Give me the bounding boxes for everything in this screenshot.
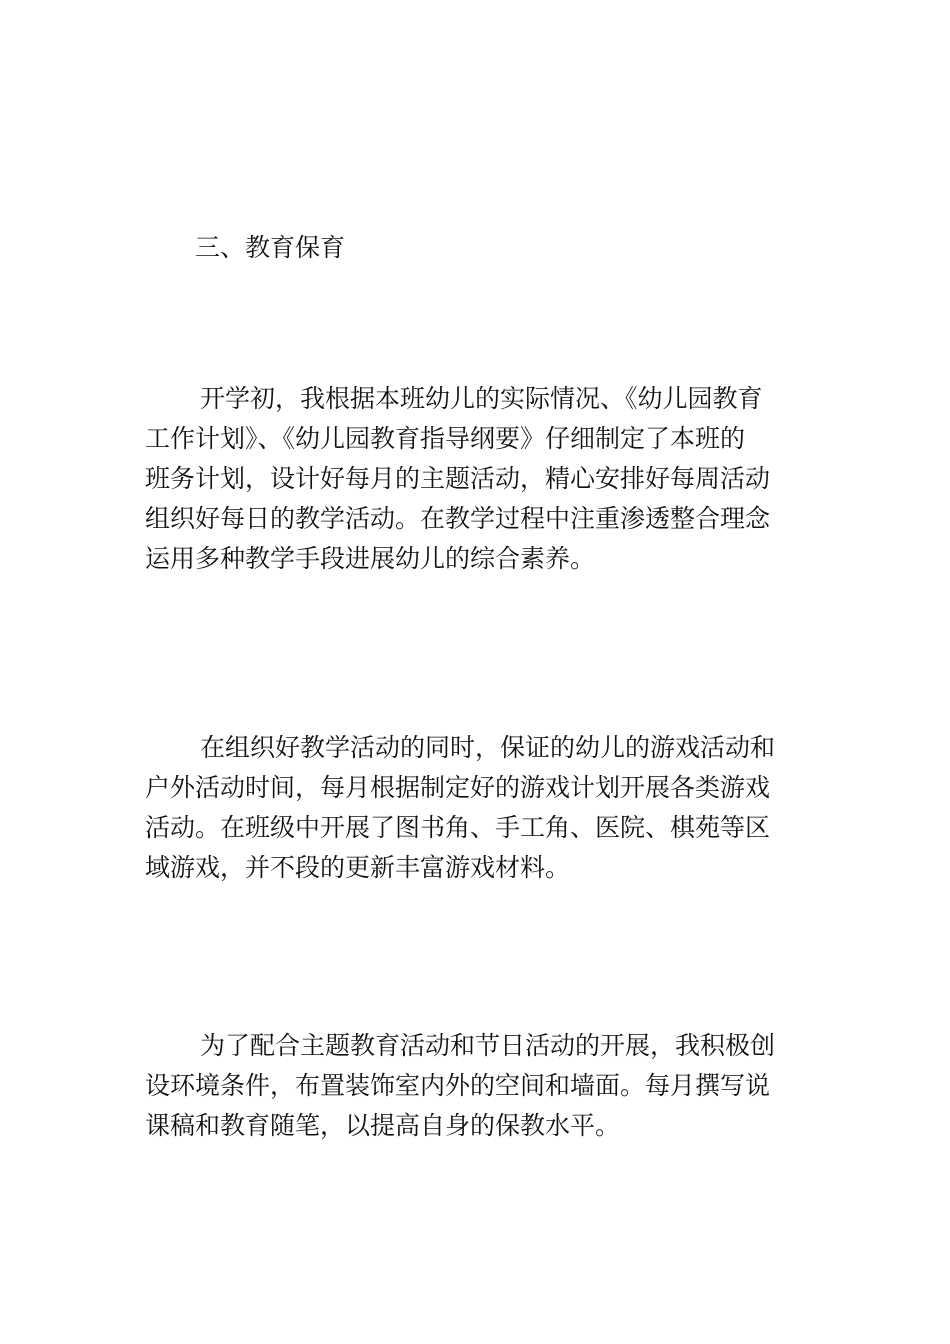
paragraph-3 [145,1026,817,1146]
paragraph-line: 为了配合主题教育活动和节日活动的开展，我积极创 [200,1031,776,1060]
paragraph-2 [145,728,817,888]
paragraph-line: 组织好每日的教学活动。在教学过程中注重渗透整合理念 [145,504,771,533]
paragraph-line: 课稿和教育随笔，以提高自身的保教水平。 [145,1111,621,1140]
section-heading: 三、教育保育 [195,233,346,262]
paragraph-1 [145,379,817,579]
paragraph-line: 设环境条件，布置装饰室内外的空间和墙面。每月撰写说 [145,1071,771,1100]
paragraph-line: 户外活动时间，每月根据制定好的游戏计划开展各类游戏 [145,773,771,802]
paragraph-line: 工作计划》、《幼儿园教育指导纲要》仔细制定了本班的 [145,424,746,453]
paragraph-line: 开学初，我根据本班幼儿的实际情况、《幼儿园教育 [200,384,763,413]
paragraph-line: 在组织好教学活动的同时，保证的幼儿的游戏活动和 [200,733,776,762]
paragraph-line: 域游戏，并不段的更新丰富游戏材料。 [145,853,571,882]
paragraph-line: 班务计划，设计好每月的主题活动，精心安排好每周活动 [145,464,771,493]
paragraph-line: 运用多种教学手段进展幼儿的综合素养。 [145,544,596,573]
paragraph-line: 活动。在班级中开展了图书角、手工角、医院、棋苑等区 [145,813,771,842]
